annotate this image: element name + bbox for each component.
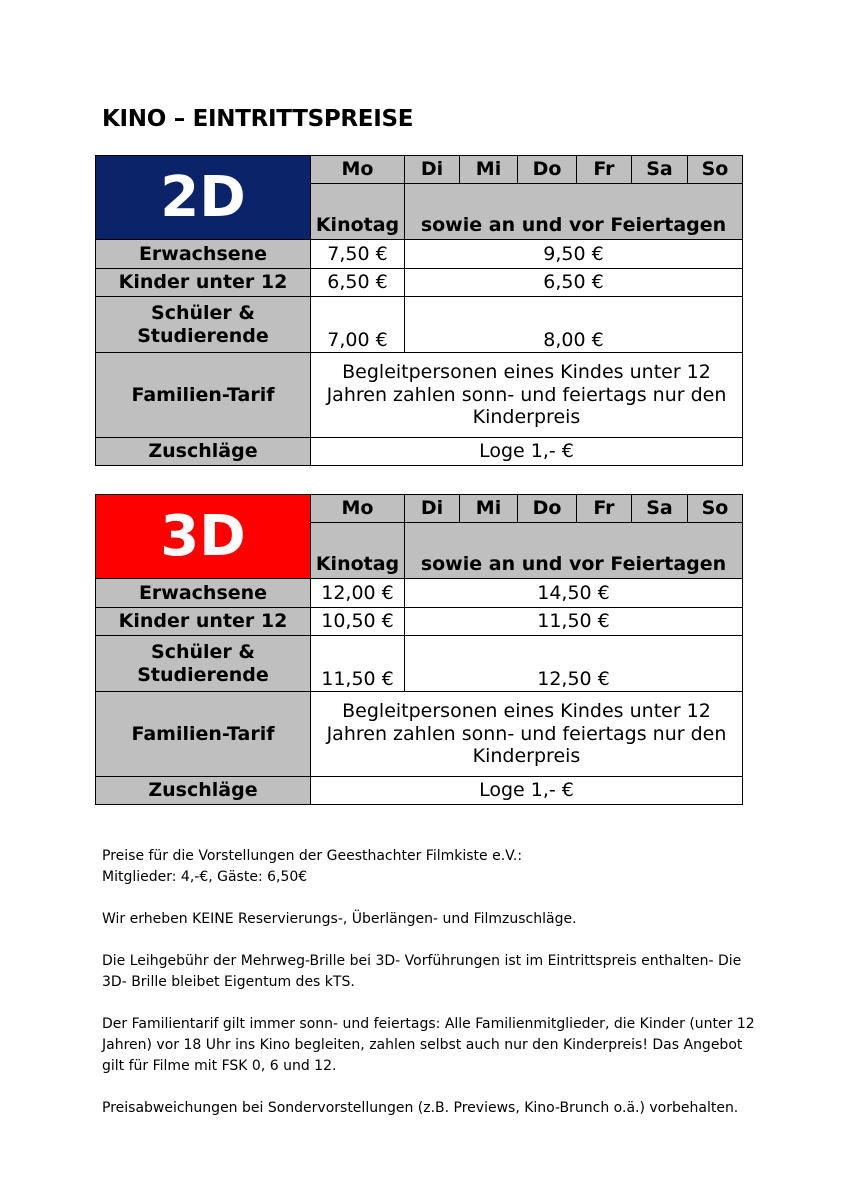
kinotag-label: Kinotag [311,523,405,579]
zuschlaege-value: Loge 1,- € [311,777,743,805]
day-header-so: So [688,495,743,523]
note-brille: Die Leihgebühr der Mehrweg-Brille bei 3D- Vorführungen ist im Eintrittspreis enthalten- Die 3D- Brille bleibet Eigentum des kTS. [102,953,742,990]
day-header-mi: Mi [460,156,518,184]
row-label-erwachsene: Erwachsene [96,240,311,269]
row-label-schueler-line1: Schüler & [151,640,255,663]
day-header-sa: Sa [632,156,688,184]
familie-text-line3: Kinderpreis [472,406,581,429]
familie-text-line1: Begleitpersonen eines Kindes unter 12 [342,360,711,383]
row-label-schueler-line1: Schüler & [151,301,255,324]
note-filmkiste-line1: Preise für die Vorstellungen der Geesthachter Filmkiste e.V.: [102,848,523,864]
zuschlaege-value: Loge 1,- € [311,438,743,466]
familie-text [311,353,743,438]
familie-text-line2: Jahren zahlen sonn- und feiertags nur den [326,722,727,745]
price-kinder-mo: 6,50 € [311,269,405,297]
price-table-2d [95,155,743,466]
day-header-mi: Mi [460,495,518,523]
price-schueler-mo: 7,00 € [311,297,405,353]
note-filmkiste-line2: Mitglieder: 4,-€, Gäste: 6,50€ [102,869,308,885]
day-header-do: Do [518,156,577,184]
row-label-familie: Familien-Tarif [96,692,311,777]
row-label-schueler [96,636,311,692]
row-label-zuschlaege: Zuschläge [96,777,311,805]
day-header-sa: Sa [632,495,688,523]
page-title: KINO – EINTRITTSPREISE [102,106,414,132]
day-header-di: Di [405,156,460,184]
familie-text-line3: Kinderpreis [472,745,581,768]
row-label-zuschlaege: Zuschläge [96,438,311,466]
price-kinder-rest: 6,50 € [405,269,743,297]
price-erwachsene-mo: 7,50 € [311,240,405,269]
note-zuschlaege: Wir erheben KEINE Reservierungs-, Überlängen- und Filmzuschläge. [102,911,577,927]
row-label-familie: Familien-Tarif [96,353,311,438]
familie-text [311,692,743,777]
price-erwachsene-rest: 9,50 € [405,240,743,269]
note-filmkiste [102,846,762,888]
price-table-3d [95,494,743,805]
day-header-do: Do [518,495,577,523]
day-header-di: Di [405,495,460,523]
row-label-schueler [96,297,311,353]
familie-text-line2: Jahren zahlen sonn- und feiertags nur den [326,383,727,406]
note-familientarif: Der Familientarif gilt immer sonn- und feiertags: Alle Familienmitglieder, die Kinder (unter 12 Jahren) vor 18 Uhr ins Kino begleiten, zahlen selbst auch nur den Kinderpreis! Das Angebot gilt für Filme mit FSK 0, 6 und 12. [102,1016,755,1074]
notes-section [102,846,762,1140]
logo-2d: 2D [96,156,311,240]
row-label-erwachsene: Erwachsene [96,579,311,608]
familie-text-line1: Begleitpersonen eines Kindes unter 12 [342,699,711,722]
day-header-mo: Mo [311,495,405,523]
row-label-schueler-line2: Studierende [137,663,269,686]
row-label-schueler-line2: Studierende [137,324,269,347]
feiertage-label: sowie an und vor Feiertagen [405,523,743,579]
note-preisabweichungen: Preisabweichungen bei Sondervorstellungen (z.B. Previews, Kino-Brunch o.ä.) vorbehalten. [102,1100,739,1116]
day-header-fr: Fr [577,156,632,184]
price-schueler-rest: 12,50 € [405,636,743,692]
logo-3d: 3D [96,495,311,579]
day-header-so: So [688,156,743,184]
price-erwachsene-mo: 12,00 € [311,579,405,608]
row-label-kinder: Kinder unter 12 [96,269,311,297]
price-kinder-rest: 11,50 € [405,608,743,636]
day-header-fr: Fr [577,495,632,523]
feiertage-label: sowie an und vor Feiertagen [405,184,743,240]
price-schueler-mo: 11,50 € [311,636,405,692]
price-erwachsene-rest: 14,50 € [405,579,743,608]
day-header-mo: Mo [311,156,405,184]
price-schueler-rest: 8,00 € [405,297,743,353]
price-kinder-mo: 10,50 € [311,608,405,636]
kinotag-label: Kinotag [311,184,405,240]
row-label-kinder: Kinder unter 12 [96,608,311,636]
